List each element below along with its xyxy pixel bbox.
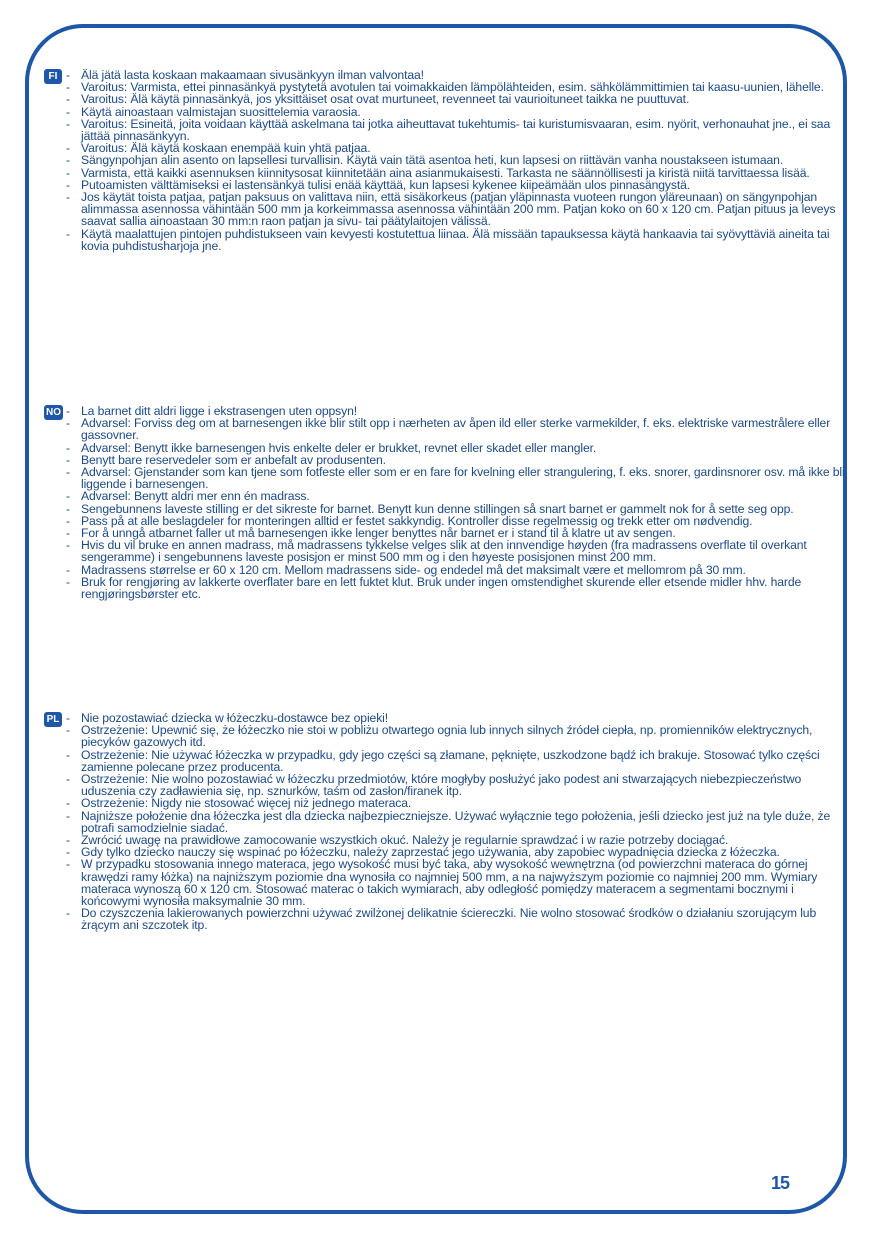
list-item: - Käytä ainoastaan valmistajan suosittelemia varaosia. [81, 106, 851, 118]
list-item: - Bruk for rengjøring av lakkerte overflater bare en lett fuktet klut. Bruk under ingen omstendighet skurende eller etsende midler hhv. harde rengjøringsbørster etc. [81, 576, 851, 600]
list-item: - Sengebunnens laveste stilling er det sikreste for barnet. Benytt kun denne stillingen så snart barnet er gammelt nok for å sette seg opp. [81, 503, 851, 515]
language-badge-fi: FI [44, 69, 62, 84]
list-item: - Varoitus: Esineitä, joita voidaan käyttää askelmana tai jotka aiheuttavat tukehtumis- tai kuristumisvaaran, esim. nyörit, verhonauhat jne., ei saa jättää pinnasänkyyn. [81, 118, 851, 142]
list-item: - Ostrzeżenie: Nigdy nie stosować więcej niż jednego materaca. [81, 797, 851, 809]
list-item: - Ostrzeżenie: Nie używać łóżeczka w przypadku, gdy jego części są złamane, pęknięte, uszkodzone bądź ich brakuje. Stosować tylko części zamienne polecane przez producenta. [81, 749, 851, 773]
list-item: - Hvis du vil bruke en annen madrass, må madrassens tykkelse velges slik at den innvendige høyden (fra madrassens overflate til overkant sengeramme) i sengebunnens laveste posisjon er minst 500 mm og i den høyeste posisjonen minst 200 mm. [81, 539, 851, 563]
list-item: - Varoitus: Älä käytä pinnasänkyä, jos yksittäiset osat ovat murtuneet, revenneet tai vaurioituneet taikka ne puuttuvat. [81, 93, 851, 105]
list-item: - W przypadku stosowania innego materaca, jego wysokość musi być taka, aby wysokość wewnętrzna (od powierzchni materaca do górnej krawędzi ramy łóżka) na najniższym poziomie dna wynosiła co najmniej 500 mm, a na najwyższym poziomie co najmniej 200 mm. Wymiary materaca wynoszą 60 x 120 cm. Stosować materac o takich wymiarach, aby odległość pomiędzy materacem a segmentami bocznymi i końcowymi wynosiła maksymalnie 30 mm. [81, 858, 851, 907]
list-item: - For å unngå atbarnet faller ut må barnesengen ikke lenger benyttes når barnet er i stand til å klatre ut av sengen. [81, 527, 851, 539]
list-item: - Nie pozostawiać dziecka w łóżeczku-dostawce bez opieki! [81, 712, 851, 724]
list-item: - Advarsel: Benytt aldri mer enn én madrass. [81, 490, 851, 502]
list-item: - Benytt bare reservedeler som er anbefalt av produsenten. [81, 454, 851, 466]
list-item: - Jos käytät toista patjaa, patjan paksuus on valittava niin, että sisäkorkeus (patjan yläpinnasta vuoteen rungon yläreunaan) on sängynpohjan alimmassa asennossa vähintään 500 mm ja korkeimmassa asennossa vähintään 200 mm. Patjan koko on 60 x 120 cm. Patjan pituus ja leveys saavat sallia ainoastaan 30 mm:n raon patjan ja sivu- tai päätylaitojen välissä. [81, 191, 851, 228]
list-item: - Advarsel: Forviss deg om at barnesengen ikke blir stilt opp i nærheten av åpen ild eller sterke varmekilder, f. eks. elektriske varmestrålere eller gassovner. [81, 417, 851, 441]
language-badge-pl: PL [44, 712, 62, 727]
list-item: - Varoitus: Varmista, ettei pinnasänkyä pystytetä avotulen tai voimakkaiden lämpölähteiden, esim. sähkölämmittimien tai kaasu-uunien, lähelle. [81, 81, 851, 93]
list-item: - Putoamisten välttämiseksi ei lastensänkyä tulisi enää käyttää, kun lapsesi kykenee kiipeämään ulos pinnasängystä. [81, 179, 851, 191]
page-number: 15 [771, 1173, 790, 1193]
list-item: - Älä jätä lasta koskaan makaamaan sivusänkyyn ilman valvontaa! [81, 69, 851, 81]
list-item: - Käytä maalattujen pintojen puhdistukseen vain kevyesti kostutettua liinaa. Älä missään tapauksessa käytä hankaavia tai syövyttäviä aineita tai kovia puhdistusharjoja jne. [81, 228, 851, 252]
instruction-list-no [44, 405, 851, 600]
list-item: - Gdy tylko dziecko nauczy się wspinać po łóżeczku, należy zaprzestać jego używania, aby zapobiec wypadnięcia dziecka z łóżeczka. [81, 846, 851, 858]
list-item: - Madrassens størrelse er 60 x 120 cm. Mellom madrassens side- og endedel må det maksimalt være et mellomrom på 30 mm. [81, 564, 851, 576]
instruction-list-pl [44, 712, 851, 932]
list-item: - Zwrócić uwagę na prawidłowe zamocowanie wszystkich okuć. Należy je regularnie sprawdzać i w razie potrzeby dociągać. [81, 834, 851, 846]
list-item: - Ostrzeżenie: Upewnić się, że łóżeczko nie stoi w pobliżu otwartego ognia lub innych silnych źródeł ciepła, np. promienników elektrycznych, piecyków gazowych itd. [81, 724, 851, 748]
list-item: - Varmista, että kaikki asennuksen kiinnitysosat kiinnitetään aina asianmukaisesti. Tarkasta ne säännöllisesti ja kiristä niitä tarvittaessa lisää. [81, 167, 851, 179]
language-badge-no: NO [46, 407, 61, 418]
list-item: - Pass på at alle beslagdeler for monteringen alltid er festet sakkyndig. Kontroller disse regelmessig og trekk etter om nødvendig. [81, 515, 851, 527]
section-pl [44, 712, 851, 932]
list-item: - Najniższe położenie dna łóżeczka jest dla dziecka najbezpieczniejsze. Używać wyłącznie tego położenia, jeśli dziecko jest już na tyle duże, że potrafi samodzielnie siadać. [81, 810, 851, 834]
list-item: - Do czyszczenia lakierowanych powierzchni używać zwilżonej delikatnie ściereczki. Nie wolno stosować środków o działaniu szorującym lub żrącym ani szczotek itp. [81, 907, 851, 931]
list-item: - Varoitus: Älä käytä koskaan enempää kuin yhtä patjaa. [81, 142, 851, 154]
list-item: - Ostrzeżenie: Nie wolno pozostawiać w łóżeczku przedmiotów, które mogłyby posłużyć jako podest ani stwarzających niebezpieczeństwo uduszenia czy zadławienia się, np. sznurków, taśm od zasłon/firanek itp. [81, 773, 851, 797]
list-item: - La barnet ditt aldri ligge i ekstrasengen uten oppsyn! [81, 405, 851, 417]
instruction-list-fi [44, 69, 851, 252]
list-item: - Advarsel: Benytt ikke barnesengen hvis enkelte deler er brukket, revnet eller skadet eller mangler. [81, 442, 851, 454]
section-fi [44, 69, 851, 252]
section-no [44, 405, 851, 600]
list-item: - Sängynpohjan alin asento on lapsellesi turvallisin. Käytä vain tätä asentoa heti, kun lapsesi on riittävän vanha noustakseen istumaan. [81, 154, 851, 166]
list-item: - Advarsel: Gjenstander som kan tjene som fotfeste eller som er en fare for kvelning eller strangulering, f. eks. snorer, gardinsnorer osv. må ikke bli liggende i barnesengen. [81, 466, 851, 490]
